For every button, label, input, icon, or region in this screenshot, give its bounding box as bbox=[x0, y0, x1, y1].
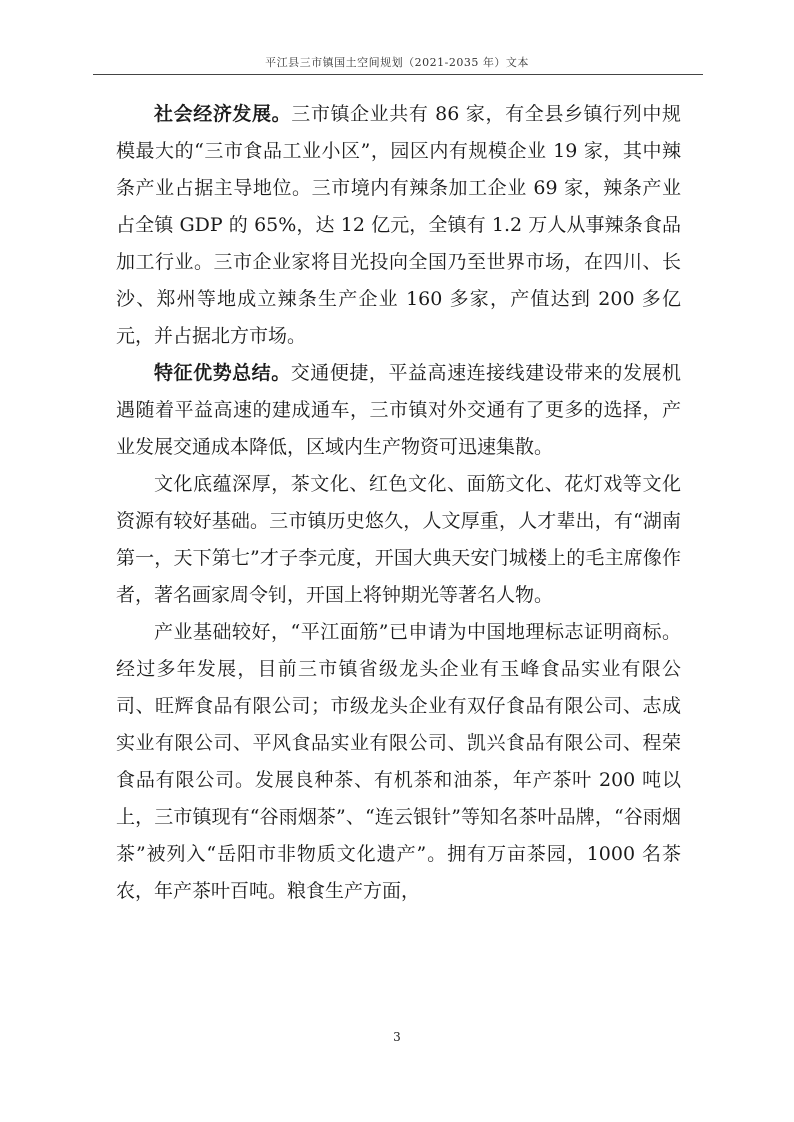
paragraph-heading: 特征优势总结。 bbox=[154, 362, 291, 384]
page-number: 3 bbox=[393, 1030, 401, 1044]
paragraph-text: 交通便捷，平益高速连接线建设带来的发展机遇随着平益高速的建成通车，三市镇对外交通有了更多的选择，产业发展交通成本降低，区域内生产物资可迅速集散。 bbox=[116, 362, 681, 458]
header-divider bbox=[93, 74, 703, 75]
document-body bbox=[116, 96, 681, 910]
paragraph-culture bbox=[116, 466, 681, 614]
paragraph-heading: 社会经济发展。 bbox=[154, 103, 292, 125]
paragraph-economy bbox=[116, 96, 681, 355]
paragraph-industry bbox=[116, 614, 681, 910]
paragraph-text: 文化底蕴深厚，茶文化、红色文化、面筋文化、花灯戏等文化资源有较好基础。三市镇历史悠久，人文厚重，人才辈出，有“湖南第一，天下第七”才子李元度，开国大典天安门城楼上的毛主席像作者，著名画家周令钊，开国上将钟期光等著名人物。 bbox=[116, 473, 681, 606]
page-header bbox=[0, 54, 794, 70]
paragraph-text: 产业基础较好，“平江面筋”已申请为中国地理标志证明商标。经过多年发展，目前三市镇省级龙头企业有玉峰食品实业有限公司、旺辉食品有限公司；市级龙头企业有双仔食品有限公司、志成实业有限公司、平风食品实业有限公司、凯兴食品有限公司、程荣食品有限公司。发展良种茶、有机茶和油茶，年产茶叶 200 吨以上，三市镇现有“谷雨烟茶”、“连云银针”等知名茶叶品牌，“谷雨烟茶”被列入“岳阳市非物质文化遗产”。拥有万亩茶园，1000 名茶农，年产茶叶百吨。粮食生产方面， bbox=[116, 621, 681, 902]
paragraph-advantages bbox=[116, 355, 681, 466]
paragraph-text: 三市镇企业共有 86 家，有全县乡镇行列中规模最大的“三市食品工业小区”，园区内有规模企业 19 家，其中辣条产业占据主导地位。三市境内有辣条加工企业 69 家，辣条产业占全镇 GDP 的 65%，达 12 亿元，全镇有 1.2 万人从事辣条食品加工行业。三市企业家将目光投向全国乃至世界市场，在四川、长沙、郑州等地成立辣条生产企业 160 多家，产值达到 200 多亿元，并占据北方市场。 bbox=[116, 103, 681, 347]
document-title: 平江县三市镇国土空间规划（2021-2035 年）文本 bbox=[265, 56, 529, 69]
